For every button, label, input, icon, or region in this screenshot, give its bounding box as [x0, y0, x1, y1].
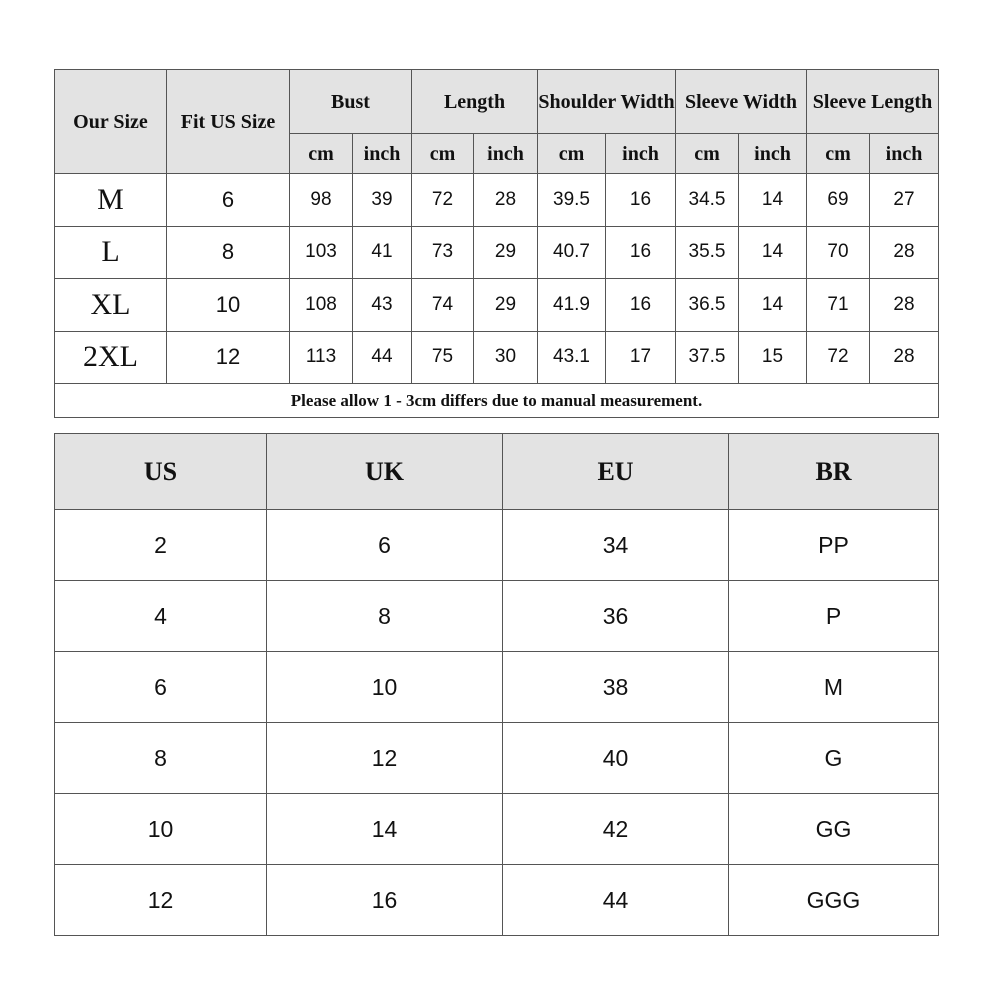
eu-cell: 36: [503, 581, 729, 652]
conversion-row: [55, 510, 939, 581]
header-sleeve-width: Sleeve Width: [676, 70, 807, 134]
sleeve-width-inch-cell: 14: [739, 279, 807, 332]
shoulder-inch-cell: 16: [606, 226, 676, 279]
eu-cell: 38: [503, 652, 729, 723]
conversion-row: [55, 723, 939, 794]
unit-cm: cm: [676, 134, 739, 174]
shoulder-cm-cell: 40.7: [538, 226, 606, 279]
unit-cm: cm: [807, 134, 870, 174]
size-row: [55, 331, 939, 384]
header-sleeve-length: Sleeve Length: [807, 70, 939, 134]
shoulder-inch-cell: 17: [606, 331, 676, 384]
header-bust: Bust: [290, 70, 412, 134]
length-cm-cell: 75: [412, 331, 474, 384]
header-br: BR: [729, 434, 939, 510]
length-cm-cell: 73: [412, 226, 474, 279]
header-our-size: Our Size: [55, 70, 167, 174]
unit-cm: cm: [290, 134, 353, 174]
bust-cm-cell: 103: [290, 226, 353, 279]
bust-inch-cell: 41: [353, 226, 412, 279]
sleeve-width-cm-cell: 37.5: [676, 331, 739, 384]
br-cell: GGG: [729, 865, 939, 936]
conversion-row: [55, 581, 939, 652]
br-cell: PP: [729, 510, 939, 581]
size-label: 2XL: [55, 331, 167, 384]
length-cm-cell: 74: [412, 279, 474, 332]
unit-cm: cm: [538, 134, 606, 174]
fit-us-size-cell: 8: [167, 226, 290, 279]
length-inch-cell: 29: [474, 279, 538, 332]
us-cell: 6: [55, 652, 267, 723]
size-label: L: [55, 226, 167, 279]
size-row: [55, 174, 939, 227]
fit-us-size-cell: 10: [167, 279, 290, 332]
uk-cell: 14: [267, 794, 503, 865]
uk-cell: 12: [267, 723, 503, 794]
us-cell: 4: [55, 581, 267, 652]
bust-inch-cell: 39: [353, 174, 412, 227]
length-inch-cell: 28: [474, 174, 538, 227]
sleeve-length-cm-cell: 70: [807, 226, 870, 279]
sleeve-width-inch-cell: 14: [739, 174, 807, 227]
length-inch-cell: 30: [474, 331, 538, 384]
br-cell: G: [729, 723, 939, 794]
sleeve-width-inch-cell: 14: [739, 226, 807, 279]
br-cell: M: [729, 652, 939, 723]
eu-cell: 44: [503, 865, 729, 936]
conversion-row: [55, 865, 939, 936]
sleeve-length-inch-cell: 28: [870, 331, 939, 384]
shoulder-cm-cell: 43.1: [538, 331, 606, 384]
shoulder-cm-cell: 41.9: [538, 279, 606, 332]
bust-inch-cell: 44: [353, 331, 412, 384]
sleeve-length-inch-cell: 28: [870, 279, 939, 332]
sleeve-width-inch-cell: 15: [739, 331, 807, 384]
header-us: US: [55, 434, 267, 510]
us-cell: 2: [55, 510, 267, 581]
length-inch-cell: 29: [474, 226, 538, 279]
sleeve-length-cm-cell: 72: [807, 331, 870, 384]
sleeve-length-inch-cell: 27: [870, 174, 939, 227]
unit-inch: inch: [870, 134, 939, 174]
header-length: Length: [412, 70, 538, 134]
us-cell: 12: [55, 865, 267, 936]
bust-cm-cell: 98: [290, 174, 353, 227]
uk-cell: 8: [267, 581, 503, 652]
bust-cm-cell: 113: [290, 331, 353, 384]
header-fit-us-size: Fit US Size: [167, 70, 290, 174]
uk-cell: 16: [267, 865, 503, 936]
sleeve-width-cm-cell: 35.5: [676, 226, 739, 279]
unit-inch: inch: [474, 134, 538, 174]
eu-cell: 34: [503, 510, 729, 581]
unit-inch: inch: [606, 134, 676, 174]
shoulder-inch-cell: 16: [606, 174, 676, 227]
sleeve-length-cm-cell: 69: [807, 174, 870, 227]
us-cell: 8: [55, 723, 267, 794]
unit-cm: cm: [412, 134, 474, 174]
bust-inch-cell: 43: [353, 279, 412, 332]
size-chart-table: [54, 69, 939, 418]
br-cell: GG: [729, 794, 939, 865]
uk-cell: 10: [267, 652, 503, 723]
br-cell: P: [729, 581, 939, 652]
sleeve-width-cm-cell: 34.5: [676, 174, 739, 227]
fit-us-size-cell: 12: [167, 331, 290, 384]
sleeve-length-cm-cell: 71: [807, 279, 870, 332]
uk-cell: 6: [267, 510, 503, 581]
length-cm-cell: 72: [412, 174, 474, 227]
size-conversion-table: [54, 433, 939, 936]
eu-cell: 40: [503, 723, 729, 794]
header-uk: UK: [267, 434, 503, 510]
measurement-note: Please allow 1 - 3cm differs due to manual measurement.: [55, 384, 939, 418]
fit-us-size-cell: 6: [167, 174, 290, 227]
size-label: M: [55, 174, 167, 227]
unit-inch: inch: [739, 134, 807, 174]
size-row: [55, 226, 939, 279]
sleeve-length-inch-cell: 28: [870, 226, 939, 279]
unit-inch: inch: [353, 134, 412, 174]
sleeve-width-cm-cell: 36.5: [676, 279, 739, 332]
us-cell: 10: [55, 794, 267, 865]
size-row: [55, 279, 939, 332]
size-label: XL: [55, 279, 167, 332]
shoulder-inch-cell: 16: [606, 279, 676, 332]
shoulder-cm-cell: 39.5: [538, 174, 606, 227]
eu-cell: 42: [503, 794, 729, 865]
bust-cm-cell: 108: [290, 279, 353, 332]
header-eu: EU: [503, 434, 729, 510]
header-shoulder-width: Shoulder Width: [538, 70, 676, 134]
conversion-row: [55, 794, 939, 865]
conversion-row: [55, 652, 939, 723]
